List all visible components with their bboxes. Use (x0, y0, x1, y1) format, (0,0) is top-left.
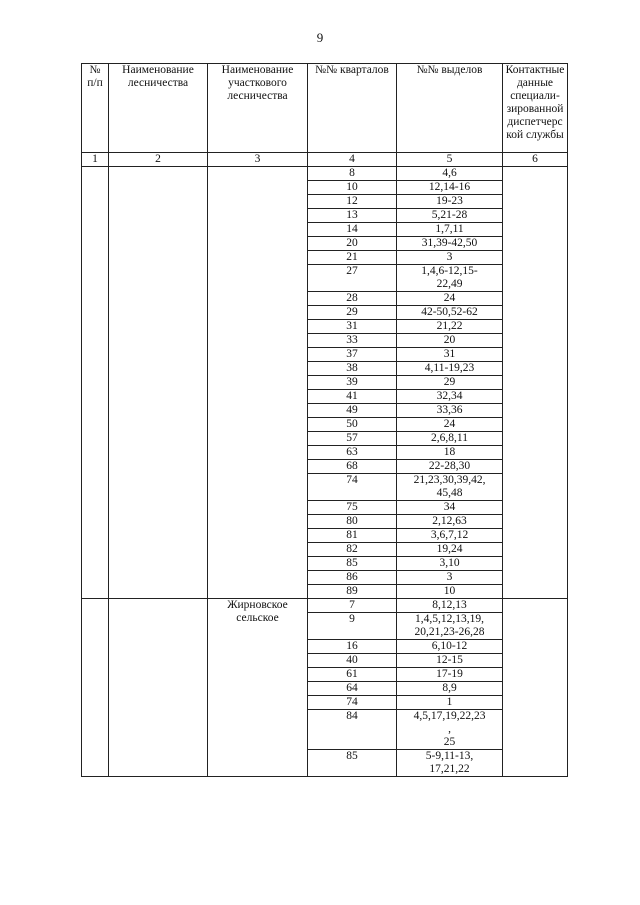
quarter-cell: 40 (308, 654, 397, 668)
row-number-cell (82, 599, 109, 777)
quarter-cell: 33 (308, 334, 397, 348)
quarter-cell: 86 (308, 571, 397, 585)
quarter-cell: 89 (308, 585, 397, 599)
quarter-cell: 84 (308, 710, 397, 750)
column-number: 2 (109, 153, 208, 167)
quarter-cell: 10 (308, 181, 397, 195)
quarter-cell: 37 (308, 348, 397, 362)
allotment-cell: 1 (397, 696, 503, 710)
quarter-cell: 21 (308, 251, 397, 265)
column-number: 6 (503, 153, 568, 167)
quarter-cell: 85 (308, 557, 397, 571)
allotment-cell: 6,10-12 (397, 640, 503, 654)
allotment-cell: 12-15 (397, 654, 503, 668)
allotment-cell: 1,4,6-12,15- 22,49 (397, 265, 503, 292)
allotment-cell: 1,4,5,12,13,19, 20,21,23-26,28 (397, 613, 503, 640)
column-number: 1 (82, 153, 109, 167)
contact-cell (503, 599, 568, 777)
allotment-cell: 1,7,11 (397, 223, 503, 237)
quarter-cell: 80 (308, 515, 397, 529)
allotment-cell: 8,12,13 (397, 599, 503, 613)
quarter-cell: 63 (308, 446, 397, 460)
allotment-cell: 21,22 (397, 320, 503, 334)
table-row (82, 599, 568, 613)
allotment-cell: 31,39-42,50 (397, 237, 503, 251)
quarter-cell: 16 (308, 640, 397, 654)
allotment-cell: 19-23 (397, 195, 503, 209)
quarter-cell: 28 (308, 292, 397, 306)
quarter-cell: 27 (308, 265, 397, 292)
header-cell-participatory: Наименование участкового лесничества (208, 64, 308, 153)
allotment-cell: 2,12,63 (397, 515, 503, 529)
header-cell-forestry: Наименование лесничества (109, 64, 208, 153)
quarter-cell: 81 (308, 529, 397, 543)
allotment-cell: 19,24 (397, 543, 503, 557)
quarter-cell: 57 (308, 432, 397, 446)
allotment-cell: 12,14-16 (397, 181, 503, 195)
allotment-cell: 22-28,30 (397, 460, 503, 474)
quarter-cell: 39 (308, 376, 397, 390)
allotment-cell: 5-9,11-13, 17,21,22 (397, 750, 503, 777)
quarter-cell: 12 (308, 195, 397, 209)
allotment-cell: 32,34 (397, 390, 503, 404)
allotment-cell: 42-50,52-62 (397, 306, 503, 320)
allotment-cell: 3,6,7,12 (397, 529, 503, 543)
forestry-cell (109, 599, 208, 777)
allotment-cell: 8,9 (397, 682, 503, 696)
quarter-cell: 14 (308, 223, 397, 237)
header-cell-allotments: №№ выделов (397, 64, 503, 153)
row-number-cell (82, 167, 109, 599)
allotment-cell: 3 (397, 251, 503, 265)
allotment-cell: 2,6,8,11 (397, 432, 503, 446)
allotment-cell: 10 (397, 585, 503, 599)
allotment-cell: 29 (397, 376, 503, 390)
quarter-cell: 13 (308, 209, 397, 223)
header-cell-contacts: Контактные данные специали-зированной диспетчерс кой службы (503, 64, 568, 153)
quarter-cell: 64 (308, 682, 397, 696)
header-cell-quarters: №№ кварталов (308, 64, 397, 153)
quarter-cell: 85 (308, 750, 397, 777)
quarter-cell: 75 (308, 501, 397, 515)
allotment-cell: 18 (397, 446, 503, 460)
quarter-cell: 68 (308, 460, 397, 474)
column-number: 4 (308, 153, 397, 167)
participatory-cell: Жирновское сельское (208, 599, 308, 777)
quarter-cell: 7 (308, 599, 397, 613)
quarter-cell: 20 (308, 237, 397, 251)
header-cell-number: № п/п (82, 64, 109, 153)
column-number-row (82, 153, 568, 167)
quarter-cell: 74 (308, 696, 397, 710)
quarter-cell: 41 (308, 390, 397, 404)
allotment-cell: 4,11-19,23 (397, 362, 503, 376)
allotment-cell: 17-19 (397, 668, 503, 682)
quarter-cell: 29 (308, 306, 397, 320)
allotment-cell: 4,5,17,19,22,23 , 25 (397, 710, 503, 750)
participatory-cell (208, 167, 308, 599)
column-number: 5 (397, 153, 503, 167)
allotment-cell: 3,10 (397, 557, 503, 571)
allotment-cell: 3 (397, 571, 503, 585)
quarter-cell: 9 (308, 613, 397, 640)
quarter-cell: 50 (308, 418, 397, 432)
quarter-cell: 8 (308, 167, 397, 181)
quarter-cell: 82 (308, 543, 397, 557)
allotment-cell: 4,6 (397, 167, 503, 181)
column-number: 3 (208, 153, 308, 167)
forestry-cell (109, 167, 208, 599)
allotment-cell: 31 (397, 348, 503, 362)
quarter-cell: 74 (308, 474, 397, 501)
quarter-cell: 49 (308, 404, 397, 418)
quarter-cell: 61 (308, 668, 397, 682)
table-row (82, 167, 568, 181)
allotment-cell: 21,23,30,39,42, 45,48 (397, 474, 503, 501)
allotment-cell: 24 (397, 292, 503, 306)
contact-cell (503, 167, 568, 599)
allotment-cell: 20 (397, 334, 503, 348)
quarter-cell: 38 (308, 362, 397, 376)
allotment-cell: 5,21-28 (397, 209, 503, 223)
forestry-table (81, 63, 568, 777)
allotment-cell: 33,36 (397, 404, 503, 418)
allotment-cell: 34 (397, 501, 503, 515)
allotment-cell: 24 (397, 418, 503, 432)
header-row (82, 64, 568, 153)
page-number: 9 (316, 30, 324, 45)
quarter-cell: 31 (308, 320, 397, 334)
